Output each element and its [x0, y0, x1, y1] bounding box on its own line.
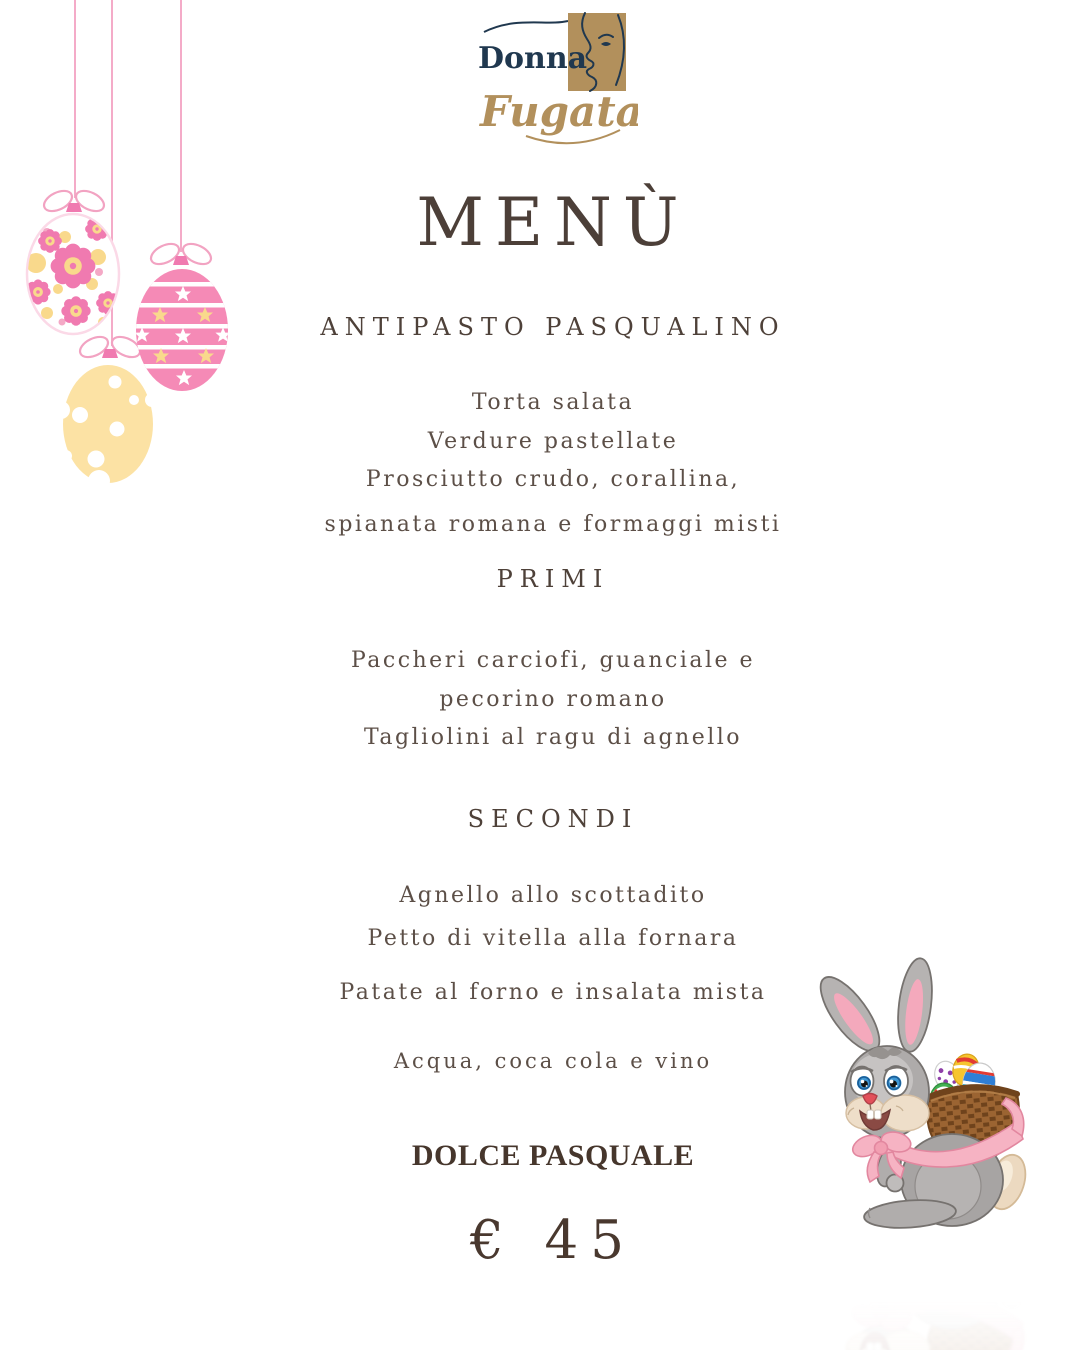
menu-item: Agnello allo scottadito: [399, 883, 707, 908]
menu-item: Paccheri carciofi, guanciale e: [350, 648, 756, 673]
menu-item: spianata romana e formaggi misti: [324, 511, 782, 537]
section-heading-primi: PRIMI: [496, 565, 610, 593]
brand-word-donna: Donna: [478, 41, 588, 76]
secondi-items: [26, 874, 1080, 1014]
section-heading-secondi: SECONDI: [467, 805, 639, 833]
menu-item: Petto di vitella alla fornara: [367, 926, 739, 951]
donnafugata-logo-art: [468, 8, 638, 146]
menu-item: pecorino romano: [439, 686, 667, 712]
menu-item: Torta salata: [471, 390, 635, 415]
menu-item: Tagliolini al ragu di agnello: [363, 725, 743, 750]
menu-item: Prosciutto crudo, corallina,: [365, 467, 741, 492]
dessert-title: DOLCE PASQUALE: [411, 1139, 695, 1172]
menu-column: [26, 0, 1080, 1350]
menu-item: Patate al forno e insalata mista: [339, 980, 767, 1005]
antipasto-items: [26, 384, 1080, 544]
beverages-line: Acqua, coca cola e vino: [393, 1049, 713, 1073]
menu-item: Verdure pastellate: [427, 428, 679, 454]
section-heading-antipasto: ANTIPASTO PASQUALINO: [320, 313, 786, 341]
donnafugata-logo: [468, 8, 638, 146]
menu-price: € 45: [469, 1210, 636, 1271]
primi-items: [26, 642, 1080, 758]
brand-word-fugata: Fugata: [480, 87, 638, 136]
menu-title: MENÙ: [416, 184, 690, 261]
